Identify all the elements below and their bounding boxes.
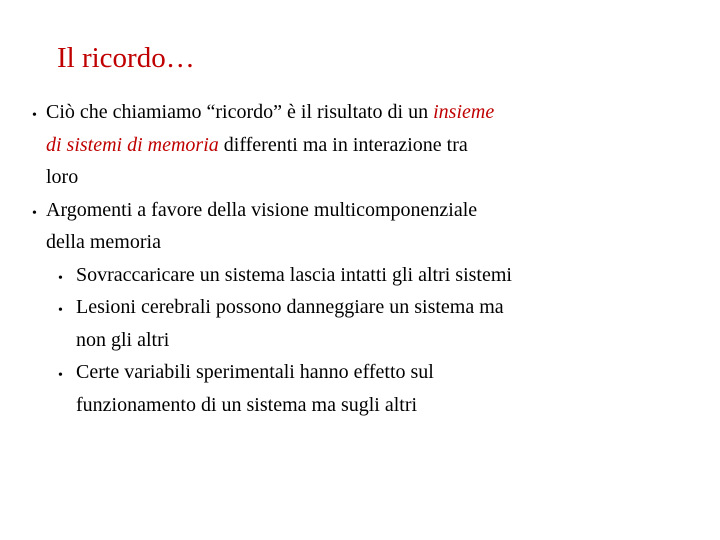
bullet-icon: •	[32, 108, 37, 123]
item-1-text-2: differenti ma in interazione tra	[218, 133, 468, 156]
item-1-line-1	[46, 96, 494, 129]
sub-item-3-line-1: Certe variabili sperimentali hanno effetto sul	[76, 361, 434, 383]
item-1-line-3: loro	[46, 166, 79, 188]
sub-bullet-icon: •	[58, 270, 63, 286]
sub-bullet-icon: •	[58, 303, 63, 318]
item-1-line-2	[46, 129, 468, 162]
sub-item-2-line-1: Lesioni cerebrali possono danneggiare un sistema ma	[76, 296, 504, 318]
item-2-line-1: Argomenti a favore della visione multicomponenziale	[46, 198, 478, 221]
item-2-line-2: della memoria	[46, 231, 161, 253]
bullet-icon: •	[32, 205, 37, 221]
sub-item-1-line-1: Sovraccaricare un sistema lascia intatti gli altri sistemi	[76, 263, 512, 286]
sub-item-2-line-2: non gli altri	[76, 328, 170, 351]
item-1-emphasis-2: di sistemi di memoria	[46, 133, 219, 156]
sub-bullet-icon: •	[58, 368, 63, 383]
slide-title: Il ricordo…	[57, 42, 195, 74]
item-1-text: Ciò che chiamiamo “ricordo” è il risultato di un	[46, 101, 434, 123]
item-1-emphasis: insieme	[433, 101, 495, 123]
sub-item-3-line-2: funzionamento di un sistema ma sugli altri	[76, 393, 418, 416]
